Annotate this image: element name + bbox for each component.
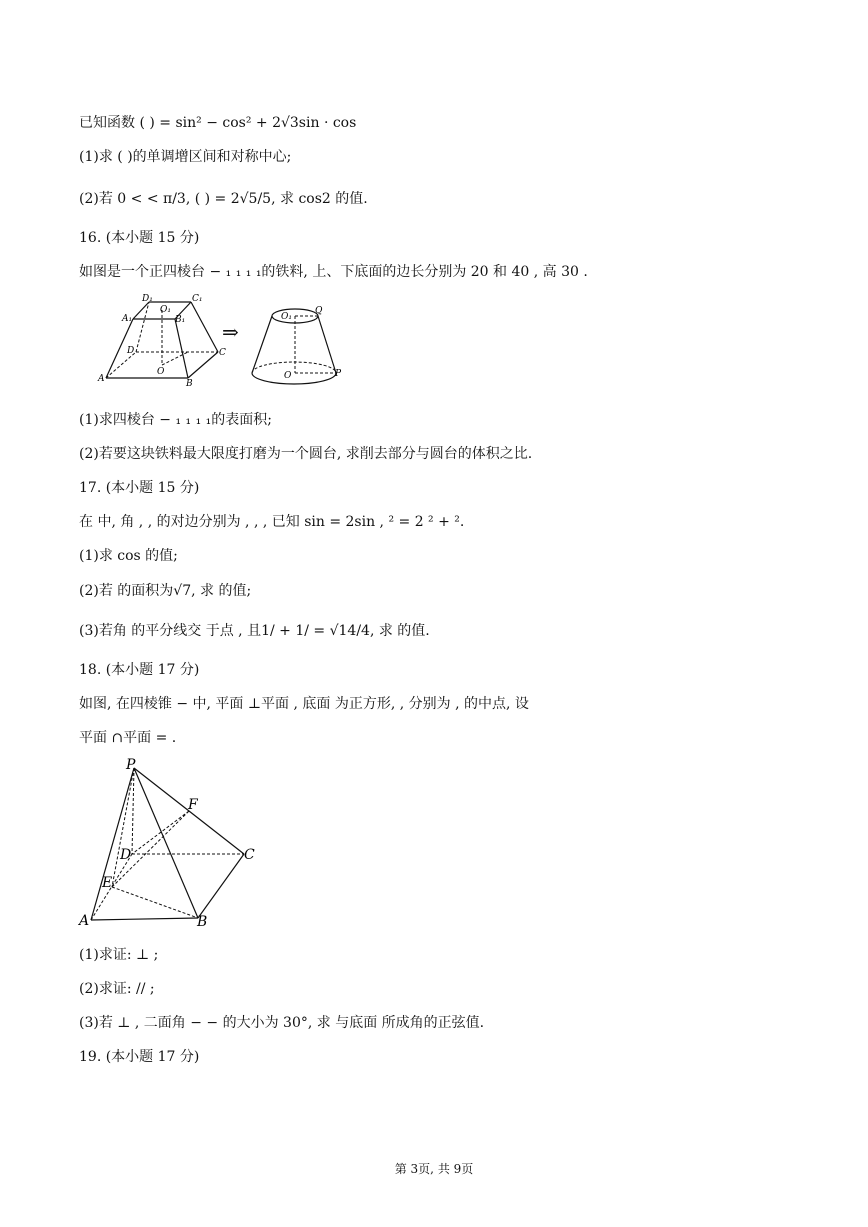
label-P: P [126, 757, 136, 773]
line-15: 平面 ∩平面 = . [79, 730, 177, 746]
line-18: (3)若 ⊥ , 二面角 − − 的大小为 30°, 求 与底面 所成角的正弦值. [79, 1015, 485, 1031]
label-C1: C₁ [192, 294, 203, 304]
label-D: D [127, 346, 135, 356]
label-Q: Q [315, 306, 323, 316]
label-B: B [197, 914, 208, 930]
truncated-cone-figure [246, 300, 346, 390]
question-16-heading: 16. (本小题 15 分) [79, 230, 200, 246]
label-A: A [79, 913, 90, 929]
label-E: E [102, 875, 113, 891]
line-16: (1)求证: ⊥ ; [79, 947, 159, 963]
line-10: (1)求 cos 的值; [79, 548, 178, 564]
label-O: O [284, 371, 292, 381]
line-17: (2)求证: // ; [79, 981, 155, 997]
line-5: 如图是一个正四棱台 − ₁ ₁ ₁ ₁的铁料, 上、下底面的边长分别为 20 和 40 , 高 30 . [79, 264, 588, 280]
label-O: O [157, 367, 165, 377]
label-F: F [188, 797, 198, 813]
line-2: (1)求 ( )的单调增区间和对称中心; [79, 149, 292, 165]
label-O1: O₁ [160, 305, 171, 315]
pyramid-figure [76, 756, 266, 932]
label-B1: B₁ [175, 315, 186, 325]
label-C: C [219, 348, 226, 358]
line-1: 已知函数 ( ) = sin² − cos² + 2√3sin · cos [79, 115, 357, 131]
line-6: (1)求四棱台 − ₁ ₁ ₁ ₁的表面积; [79, 412, 272, 428]
label-A1: A₁ [122, 314, 133, 324]
line-14: 如图, 在四棱锥 − 中, 平面 ⊥平面 , 底面 为正方形, , 分别为 , 的中点, 设 [79, 696, 529, 712]
line-7: (2)若要这块铁料最大限度打磨为一个圆台, 求削去部分与圆台的体积之比. [79, 446, 533, 462]
line-9: 在 中, 角 , , 的对边分别为 , , , 已知 sin = 2sin , ² = 2 ² + ². [79, 514, 465, 530]
label-O1: O₁ [281, 312, 292, 322]
question-17-heading: 17. (本小题 15 分) [79, 480, 200, 496]
label-D1: D₁ [142, 294, 153, 304]
label-A: A [98, 374, 105, 384]
line-11: (2)若 的面积为√7, 求 的值; [79, 583, 252, 599]
label-D: D [120, 847, 132, 863]
label-B: B [186, 379, 193, 388]
question-18-heading: 18. (本小题 17 分) [79, 662, 200, 678]
label-C: C [244, 847, 255, 863]
line-12: (3)若角 的平分线交 于点 , 且1/ + 1/ = √14/4, 求 的值. [79, 623, 430, 639]
line-3: (2)若 0 < < π/3, ( ) = 2√5/5, 求 cos2 的值. [79, 191, 368, 207]
question-19-heading: 19. (本小题 17 分) [79, 1049, 200, 1065]
transform-arrow: ⇒ [222, 320, 239, 344]
label-P: P [335, 369, 342, 379]
page-footer: 第 3页, 共 9页 [394, 1162, 474, 1176]
